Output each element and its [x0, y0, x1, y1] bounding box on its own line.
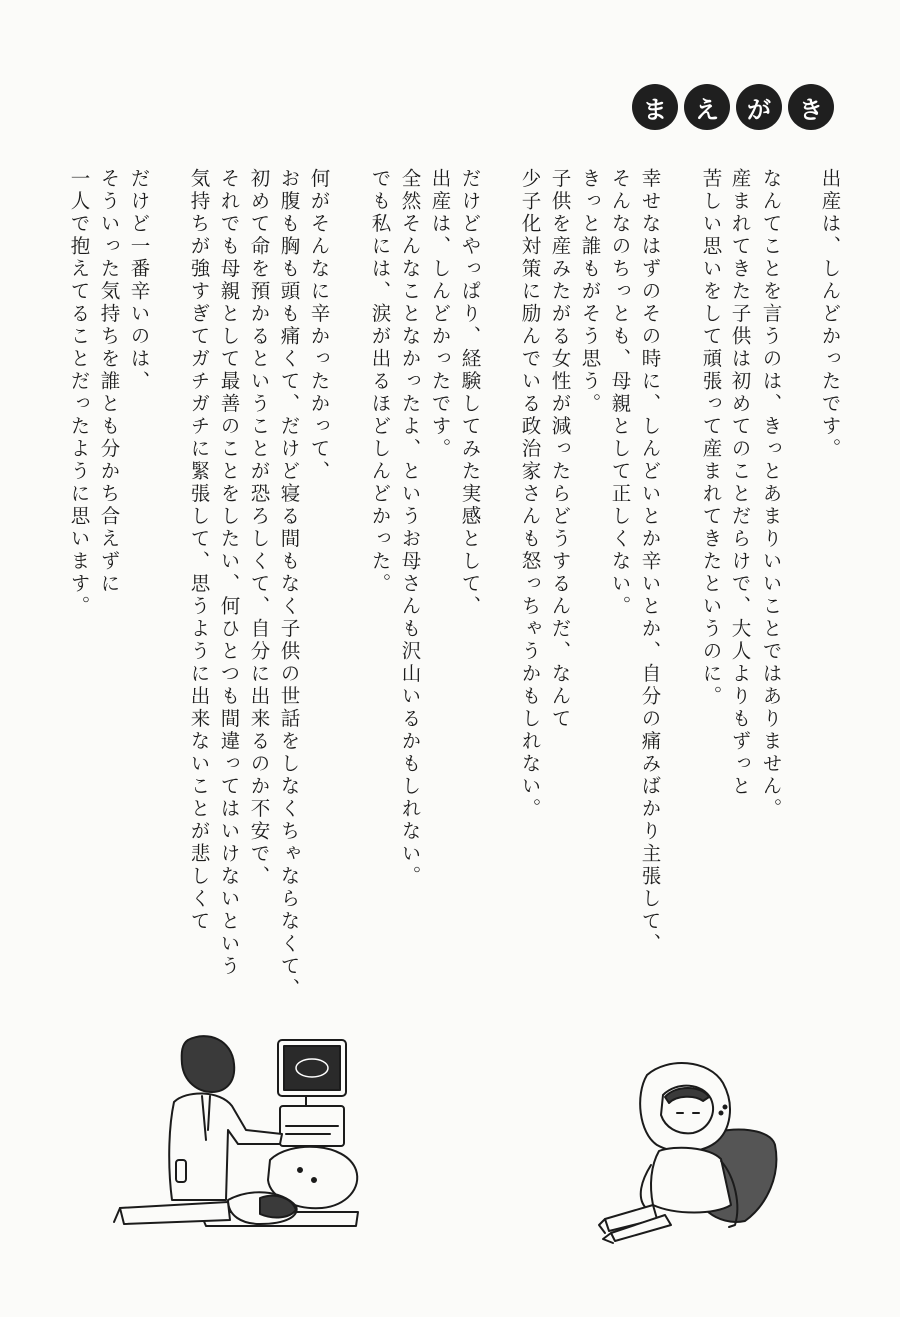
text-line: 一人で抱えてることだったように思います。 [67, 168, 91, 618]
title-char-circle [788, 84, 834, 130]
resting-woman-illustration [585, 1055, 785, 1245]
ultrasound-exam-illustration [110, 1030, 370, 1240]
text-line: 出産は、しんどかったです。 [818, 168, 842, 461]
text-line: そういった気持ちを誰とも分かち合えずに [97, 168, 121, 596]
text-line: だけどやっぱり、経験してみた実感として、 [458, 168, 482, 618]
text-line: 少子化対策に励んでいる政治家さんも怒っちゃうかもしれない。 [518, 168, 542, 821]
title-char-circle [684, 84, 730, 130]
text-line: 幸せなはずのその時に、しんどいとか辛いとか、自分の痛みばかり主張して、 [638, 168, 662, 956]
text-line: でも私には、涙が出るほどしんどかった。 [368, 168, 392, 596]
text-line: だけど一番辛いのは、 [127, 168, 151, 393]
title-char: ま [643, 95, 667, 124]
text-line: 全然そんなことなかったよ、というお母さんも沢山いるかもしれない。 [398, 168, 422, 888]
text-line: 産まれてきた子供は初めてのことだらけで、大人よりもずっと [728, 168, 752, 798]
text-line: 何がそんなに辛かったかって、 [307, 168, 331, 483]
text-line: 苦しい思いをして頑張って産まれてきたというのに。 [699, 168, 723, 708]
text-line: なんてことを言うのは、きっとあまりいいことではありません。 [759, 168, 783, 821]
text-line: 子供を産みたがる女性が減ったらどうするんだ、なんて [548, 168, 572, 731]
text-line: お腹も胸も頭も痛くて、だけど寝る間もなく子供の世話をしなくちゃならなくて、 [277, 168, 301, 1001]
text-line: 初めて命を預かるということが恐ろしくて、自分に出来るのか不安で、 [247, 168, 271, 888]
title-char: き [799, 95, 823, 124]
page-title [632, 84, 834, 130]
title-char-circle [736, 84, 782, 130]
title-char: え [695, 95, 719, 124]
text-line: 気持ちが強すぎてガチガチに緊張して、思うように出来ないことが悲しくて [187, 168, 211, 933]
text-line: 出産は、しんどかったです。 [428, 168, 452, 461]
title-char: が [747, 95, 771, 124]
text-line: それでも母親として最善のことをしたい、何ひとつも間違ってはいけないという [217, 168, 241, 978]
text-line: そんなのちっとも、母親として正しくない。 [608, 168, 632, 618]
title-char-circle [632, 84, 678, 130]
text-line: きっと誰もがそう思う。 [578, 168, 602, 416]
